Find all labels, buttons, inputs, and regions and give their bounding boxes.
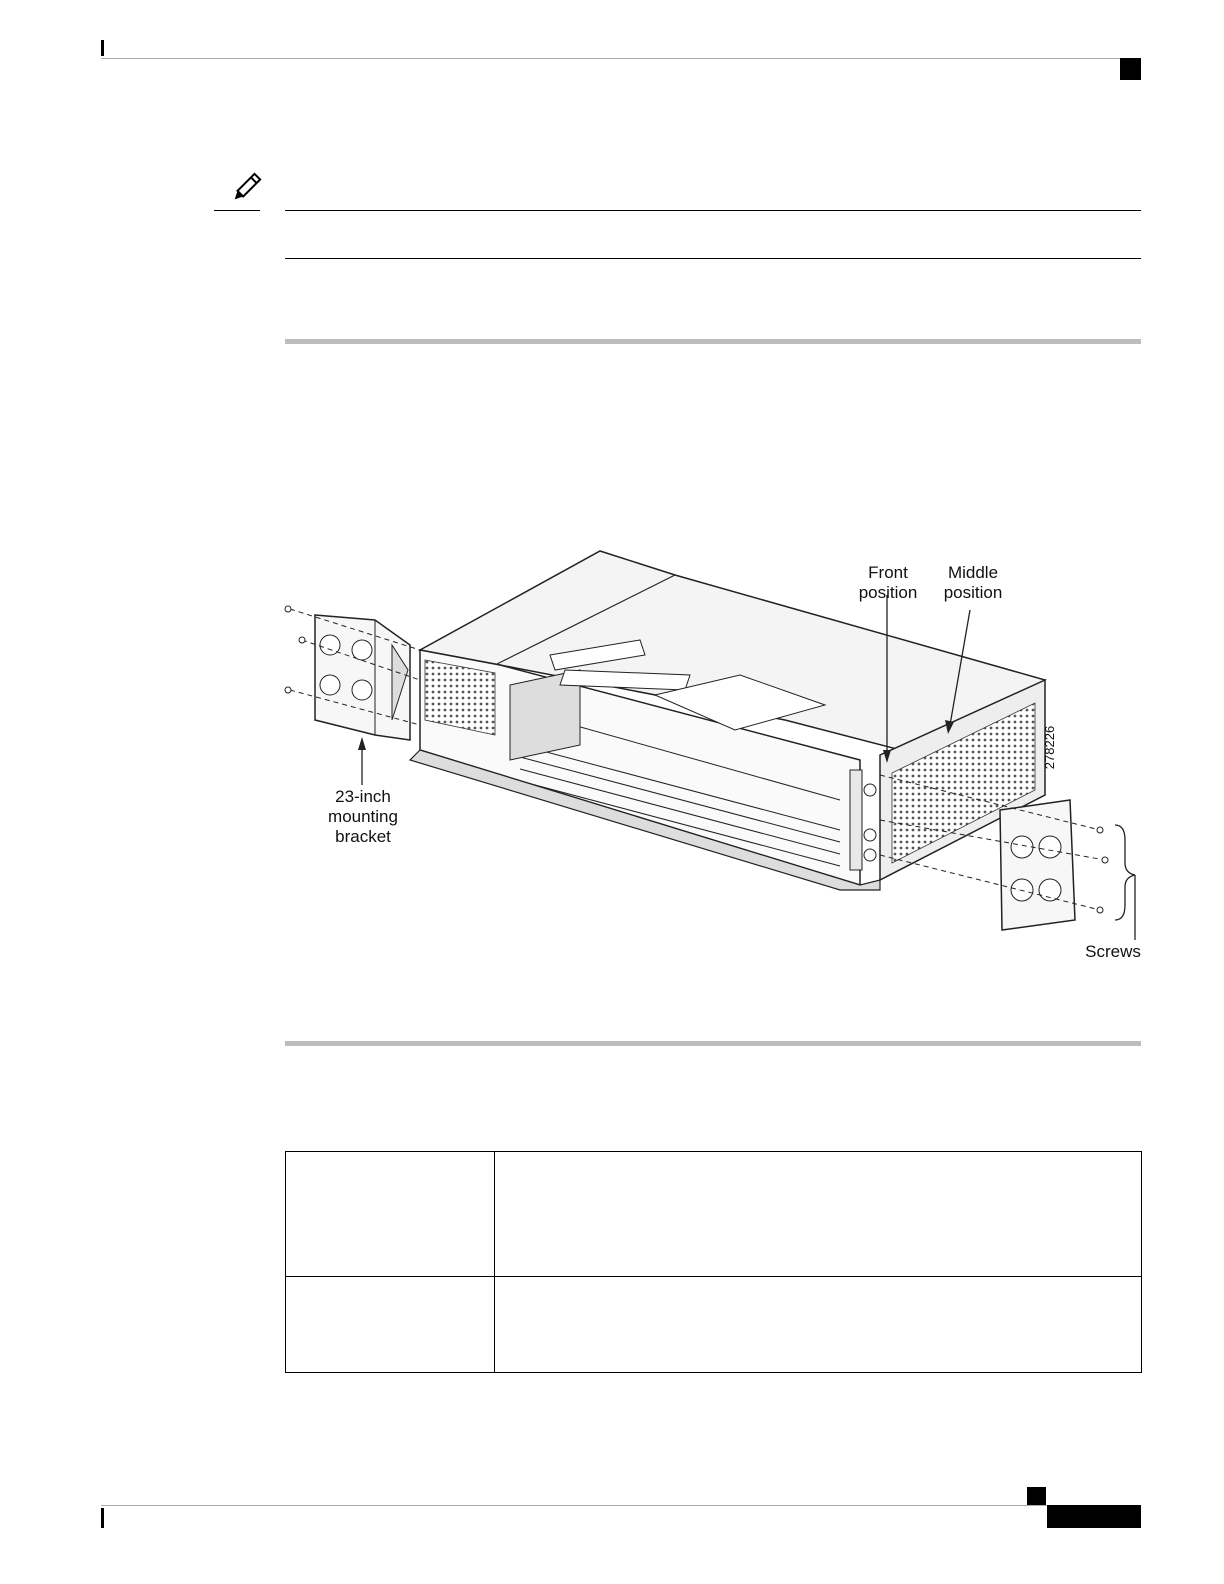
pencil-note-icon — [228, 170, 264, 206]
front-position-label: Front position — [858, 563, 918, 602]
footer-page-marker — [1027, 1487, 1046, 1505]
spec-table — [285, 1151, 1142, 1373]
note-bottom-rule — [285, 258, 1141, 259]
table-cell — [495, 1277, 1142, 1373]
figure-id-label: 278226 — [1042, 725, 1058, 770]
footer-left-marker — [101, 1508, 104, 1528]
footer-page-tab — [1047, 1505, 1141, 1528]
table-cell — [286, 1152, 495, 1277]
table-cell — [286, 1277, 495, 1373]
header-left-marker — [101, 40, 104, 56]
note-top-rule — [285, 210, 1141, 211]
figure-top-bar — [285, 339, 1141, 344]
table-cell — [495, 1152, 1142, 1277]
table-row — [286, 1277, 1142, 1373]
bracket-label: 23-inch mounting bracket — [328, 787, 398, 846]
chassis-illustration — [280, 545, 1150, 975]
table-row — [286, 1152, 1142, 1277]
header-right-block — [1120, 58, 1141, 80]
figure-bottom-bar — [285, 1041, 1141, 1046]
screws-label: Screws — [1085, 942, 1141, 961]
footer-rule — [101, 1505, 1141, 1506]
middle-position-label: Middle position — [943, 563, 1003, 602]
note-icon-underline — [214, 210, 260, 211]
header-rule — [101, 58, 1141, 59]
